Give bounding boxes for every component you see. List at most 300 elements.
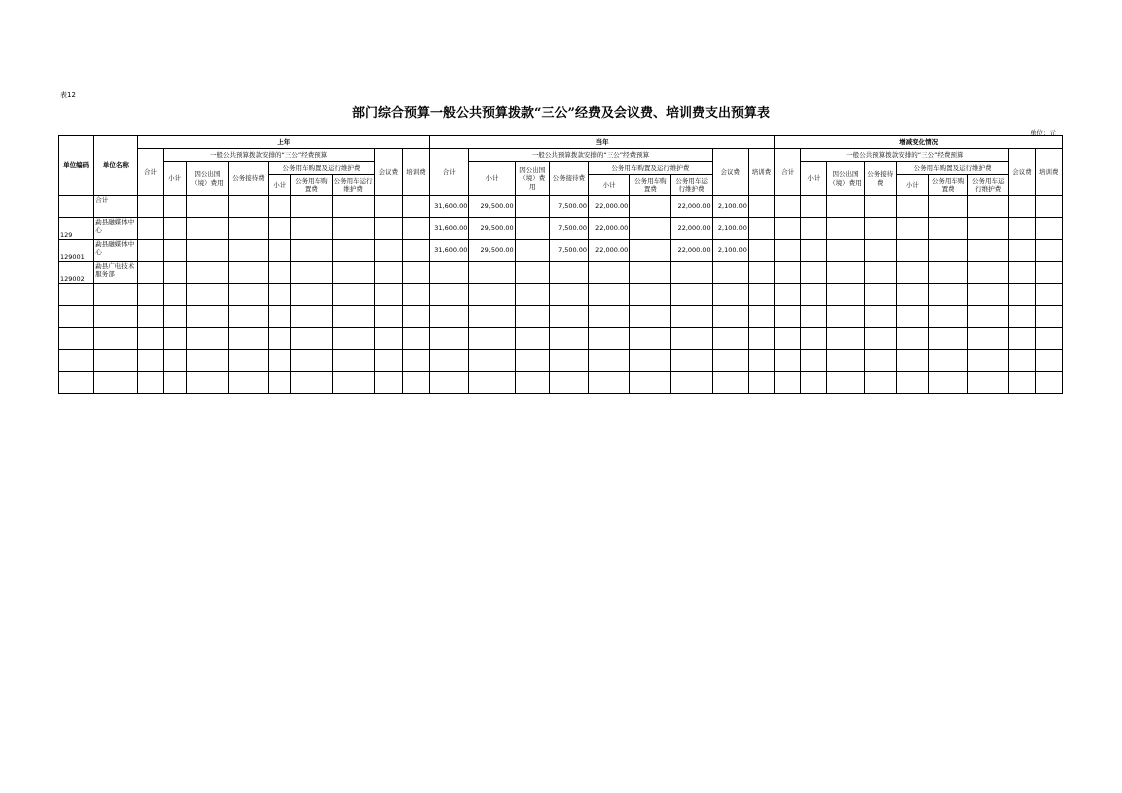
curr-total-header: 合计	[430, 149, 469, 196]
empty-row	[59, 328, 1063, 350]
prev-subtotal-header: 小计	[163, 162, 186, 196]
unit-name-cell: 勐县融媒体中心	[94, 240, 138, 262]
chg-value-cell	[968, 240, 1009, 262]
unit-name-header: 单位名称	[94, 136, 138, 196]
empty-cell	[827, 328, 864, 350]
prev-value-cell	[374, 196, 402, 218]
empty-cell	[469, 372, 515, 394]
chg-value-cell	[775, 196, 801, 218]
chg-value-cell	[864, 196, 896, 218]
empty-cell	[864, 350, 896, 372]
empty-cell	[864, 306, 896, 328]
curr-value-cell	[712, 262, 748, 284]
prev-value-cell	[228, 218, 268, 240]
empty-cell	[928, 350, 967, 372]
empty-cell	[1035, 284, 1062, 306]
curr-value-cell: 29,500.00	[469, 218, 515, 240]
empty-cell	[269, 350, 291, 372]
empty-cell	[928, 372, 967, 394]
empty-cell	[1009, 350, 1035, 372]
empty-cell	[430, 284, 469, 306]
empty-cell	[712, 328, 748, 350]
curr-value-cell	[630, 196, 671, 218]
empty-cell	[968, 372, 1009, 394]
prev-value-cell	[269, 196, 291, 218]
empty-cell	[163, 284, 186, 306]
chg-value-cell	[864, 240, 896, 262]
empty-cell	[1009, 372, 1035, 394]
empty-cell	[228, 306, 268, 328]
empty-cell	[827, 284, 864, 306]
empty-cell	[332, 372, 374, 394]
empty-cell	[228, 372, 268, 394]
empty-cell	[59, 284, 94, 306]
empty-cell	[671, 328, 712, 350]
empty-cell	[291, 328, 332, 350]
empty-row	[59, 350, 1063, 372]
chg-value-cell	[827, 262, 864, 284]
empty-cell	[515, 328, 549, 350]
chg-vehicle-maint-header: 公务用车运行维护费	[968, 175, 1009, 196]
empty-cell	[515, 306, 549, 328]
prev-value-cell	[374, 240, 402, 262]
empty-cell	[269, 284, 291, 306]
empty-cell	[968, 306, 1009, 328]
table-number: 表12	[60, 91, 76, 99]
chg-reception-header: 公务接待费	[864, 162, 896, 196]
curr-value-cell	[748, 218, 774, 240]
empty-cell	[748, 328, 774, 350]
prev-meeting-header: 会议费	[374, 149, 402, 196]
curr-training-header: 培训费	[748, 149, 774, 196]
prev-value-cell	[332, 196, 374, 218]
chg-value-cell	[1035, 218, 1062, 240]
chg-value-cell	[801, 240, 827, 262]
curr-vehicle-purchase-header: 公务用车购置费	[630, 175, 671, 196]
empty-cell	[549, 328, 588, 350]
empty-cell	[469, 328, 515, 350]
empty-cell	[1035, 328, 1062, 350]
change-header: 增减变化情况	[775, 136, 1063, 149]
empty-cell	[94, 350, 138, 372]
empty-cell	[968, 350, 1009, 372]
empty-cell	[430, 350, 469, 372]
chg-value-cell	[1035, 262, 1062, 284]
empty-cell	[827, 372, 864, 394]
empty-row	[59, 306, 1063, 328]
empty-cell	[630, 350, 671, 372]
chg-vehicle-purchase-header: 公务用车购置费	[928, 175, 967, 196]
curr-value-cell	[469, 262, 515, 284]
curr-vehicle-maint-header: 公务用车运行维护费	[671, 175, 712, 196]
chg-value-cell	[896, 196, 928, 218]
chg-total-header: 合计	[775, 149, 801, 196]
curr-abroad-header: 因公出国（境）费用	[515, 162, 549, 196]
empty-cell	[332, 306, 374, 328]
empty-cell	[896, 284, 928, 306]
empty-cell	[138, 372, 163, 394]
empty-cell	[896, 350, 928, 372]
empty-cell	[228, 350, 268, 372]
curr-value-cell: 31,600.00	[430, 196, 469, 218]
chg-value-cell	[801, 218, 827, 240]
chg-value-cell	[896, 240, 928, 262]
curr-value-cell: 29,500.00	[469, 240, 515, 262]
page-title: 部门综合预算一般公共预算拨款“三公”经费及会议费、培训费支出预算表	[352, 106, 770, 121]
prev-year-header: 上年	[138, 136, 430, 149]
prev-value-cell	[291, 262, 332, 284]
chg-value-cell	[1035, 196, 1062, 218]
empty-cell	[630, 372, 671, 394]
curr-value-cell	[671, 262, 712, 284]
prev-value-cell	[402, 196, 429, 218]
chg-value-cell	[1035, 240, 1062, 262]
empty-cell	[1009, 284, 1035, 306]
prev-value-cell	[374, 262, 402, 284]
header-row-3	[59, 162, 1063, 175]
curr-value-cell: 22,000.00	[671, 218, 712, 240]
curr-meeting-header: 会议费	[712, 149, 748, 196]
prev-value-cell	[332, 218, 374, 240]
empty-cell	[332, 350, 374, 372]
chg-value-cell	[1009, 240, 1035, 262]
prev-value-cell	[291, 196, 332, 218]
chg-value-cell	[827, 196, 864, 218]
curr-value-cell	[748, 262, 774, 284]
empty-cell	[896, 306, 928, 328]
prev-vehicle-header: 公务用车购置及运行维护费	[269, 162, 375, 175]
chg-value-cell	[801, 262, 827, 284]
chg-value-cell	[775, 240, 801, 262]
chg-value-cell	[928, 218, 967, 240]
chg-value-cell	[801, 196, 827, 218]
prev-value-cell	[186, 240, 228, 262]
empty-cell	[775, 350, 801, 372]
empty-cell	[515, 284, 549, 306]
empty-cell	[928, 328, 967, 350]
empty-cell	[469, 284, 515, 306]
empty-cell	[291, 372, 332, 394]
empty-cell	[589, 350, 630, 372]
empty-cell	[138, 350, 163, 372]
empty-cell	[94, 306, 138, 328]
empty-row	[59, 372, 1063, 394]
empty-cell	[59, 306, 94, 328]
empty-cell	[163, 306, 186, 328]
curr-value-cell	[630, 240, 671, 262]
curr-value-cell: 7,500.00	[549, 196, 588, 218]
curr-value-cell: 29,500.00	[469, 196, 515, 218]
empty-cell	[748, 350, 774, 372]
curr-value-cell	[515, 218, 549, 240]
empty-cell	[827, 306, 864, 328]
empty-row	[59, 284, 1063, 306]
chg-vehicle-header: 公务用车购置及运行维护费	[896, 162, 1009, 175]
empty-cell	[549, 306, 588, 328]
empty-cell	[968, 284, 1009, 306]
empty-cell	[291, 350, 332, 372]
unit-code-cell: 129002	[59, 262, 94, 284]
curr-value-cell	[748, 196, 774, 218]
empty-cell	[801, 328, 827, 350]
empty-cell	[589, 284, 630, 306]
empty-cell	[896, 372, 928, 394]
empty-cell	[269, 306, 291, 328]
empty-cell	[469, 306, 515, 328]
chg-value-cell	[1009, 262, 1035, 284]
empty-cell	[430, 306, 469, 328]
empty-cell	[163, 328, 186, 350]
empty-cell	[630, 306, 671, 328]
chg-value-cell	[775, 218, 801, 240]
empty-cell	[801, 350, 827, 372]
empty-cell	[163, 350, 186, 372]
empty-cell	[1035, 350, 1062, 372]
empty-cell	[59, 350, 94, 372]
prev-value-cell	[186, 218, 228, 240]
curr-sangong-header: 一般公共预算拨款安排的“三公”经费预算	[469, 149, 712, 162]
empty-cell	[430, 328, 469, 350]
curr-value-cell: 2,100.00	[712, 240, 748, 262]
prev-vehicle-maint-header: 公务用车运行维护费	[332, 175, 374, 196]
chg-value-cell	[775, 262, 801, 284]
empty-cell	[968, 328, 1009, 350]
empty-cell	[712, 350, 748, 372]
prev-value-cell	[138, 262, 163, 284]
chg-value-cell	[928, 240, 967, 262]
empty-cell	[827, 350, 864, 372]
unit-code-header: 单位编码	[59, 136, 94, 196]
empty-cell	[374, 328, 402, 350]
empty-cell	[1035, 372, 1062, 394]
chg-value-cell	[968, 196, 1009, 218]
empty-cell	[138, 328, 163, 350]
table-row	[59, 240, 1063, 262]
empty-cell	[469, 350, 515, 372]
empty-cell	[374, 284, 402, 306]
empty-cell	[515, 372, 549, 394]
table-row	[59, 196, 1063, 218]
unit-name-cell: 勐县广电技术服务部	[94, 262, 138, 284]
table-row	[59, 218, 1063, 240]
empty-cell	[138, 284, 163, 306]
empty-cell	[589, 328, 630, 350]
empty-cell	[549, 350, 588, 372]
empty-cell	[402, 350, 429, 372]
empty-cell	[775, 284, 801, 306]
empty-cell	[374, 350, 402, 372]
empty-cell	[186, 284, 228, 306]
prev-value-cell	[374, 218, 402, 240]
curr-value-cell	[748, 240, 774, 262]
prev-reception-header: 公务接待费	[228, 162, 268, 196]
empty-cell	[402, 328, 429, 350]
empty-cell	[671, 284, 712, 306]
curr-value-cell: 31,600.00	[430, 240, 469, 262]
curr-value-cell: 7,500.00	[549, 218, 588, 240]
chg-value-cell	[928, 262, 967, 284]
prev-value-cell	[402, 218, 429, 240]
prev-value-cell	[402, 240, 429, 262]
prev-abroad-header: 因公出国（境）费用	[186, 162, 228, 196]
prev-value-cell	[186, 196, 228, 218]
empty-cell	[775, 372, 801, 394]
prev-value-cell	[269, 262, 291, 284]
chg-value-cell	[896, 262, 928, 284]
empty-cell	[228, 284, 268, 306]
curr-value-cell: 22,000.00	[671, 196, 712, 218]
unit-code-cell	[59, 196, 94, 218]
empty-cell	[1009, 306, 1035, 328]
empty-cell	[186, 306, 228, 328]
empty-cell	[928, 306, 967, 328]
empty-cell	[1035, 306, 1062, 328]
unit-label: 单位：元	[1030, 129, 1056, 137]
unit-name-cell: 合计	[94, 196, 138, 218]
empty-cell	[402, 306, 429, 328]
empty-cell	[430, 372, 469, 394]
empty-cell	[402, 284, 429, 306]
empty-cell	[402, 372, 429, 394]
empty-cell	[671, 372, 712, 394]
empty-cell	[896, 328, 928, 350]
chg-subtotal-header: 小计	[801, 162, 827, 196]
empty-cell	[94, 284, 138, 306]
empty-cell	[269, 372, 291, 394]
prev-value-cell	[228, 240, 268, 262]
chg-training-header: 培训费	[1035, 149, 1062, 196]
prev-sangong-header: 一般公共预算拨款安排的“三公”经费预算	[163, 149, 374, 162]
empty-cell	[712, 306, 748, 328]
prev-value-cell	[163, 262, 186, 284]
chg-value-cell	[1009, 196, 1035, 218]
empty-cell	[332, 328, 374, 350]
empty-cell	[332, 284, 374, 306]
empty-cell	[94, 328, 138, 350]
prev-value-cell	[228, 196, 268, 218]
empty-cell	[138, 306, 163, 328]
empty-cell	[864, 284, 896, 306]
chg-value-cell	[968, 262, 1009, 284]
empty-cell	[928, 284, 967, 306]
empty-cell	[515, 350, 549, 372]
empty-cell	[291, 284, 332, 306]
chg-value-cell	[968, 218, 1009, 240]
prev-value-cell	[163, 218, 186, 240]
curr-value-cell	[515, 240, 549, 262]
curr-value-cell	[549, 262, 588, 284]
empty-cell	[775, 306, 801, 328]
empty-cell	[864, 328, 896, 350]
chg-sangong-header: 一般公共预算拨款安排的“三公”经费预算	[801, 149, 1009, 162]
chg-value-cell	[864, 262, 896, 284]
curr-value-cell: 22,000.00	[589, 196, 630, 218]
prev-value-cell	[402, 262, 429, 284]
empty-cell	[59, 328, 94, 350]
empty-cell	[864, 372, 896, 394]
curr-value-cell: 2,100.00	[712, 196, 748, 218]
curr-value-cell	[430, 262, 469, 284]
prev-value-cell	[228, 262, 268, 284]
curr-value-cell: 2,100.00	[712, 218, 748, 240]
curr-value-cell	[630, 218, 671, 240]
curr-value-cell: 22,000.00	[589, 240, 630, 262]
chg-abroad-header: 因公出国（境）费用	[827, 162, 864, 196]
prev-value-cell	[138, 240, 163, 262]
chg-value-cell	[1009, 218, 1035, 240]
curr-vehicle-header: 公务用车购置及运行维护费	[589, 162, 713, 175]
curr-value-cell: 22,000.00	[671, 240, 712, 262]
chg-value-cell	[928, 196, 967, 218]
curr-value-cell: 22,000.00	[589, 218, 630, 240]
empty-cell	[748, 372, 774, 394]
prev-value-cell	[332, 262, 374, 284]
empty-cell	[1009, 328, 1035, 350]
prev-value-cell	[269, 240, 291, 262]
curr-reception-header: 公务接待费	[549, 162, 588, 196]
prev-value-cell	[163, 240, 186, 262]
empty-cell	[549, 372, 588, 394]
empty-cell	[748, 284, 774, 306]
prev-training-header: 培训费	[402, 149, 429, 196]
empty-cell	[775, 328, 801, 350]
curr-value-cell: 7,500.00	[549, 240, 588, 262]
empty-cell	[589, 372, 630, 394]
unit-code-cell: 129	[59, 218, 94, 240]
empty-cell	[94, 372, 138, 394]
header-row-1	[59, 136, 1063, 149]
empty-cell	[374, 372, 402, 394]
header-row-2	[59, 149, 1063, 162]
curr-value-cell	[515, 262, 549, 284]
empty-cell	[589, 306, 630, 328]
empty-cell	[549, 284, 588, 306]
prev-value-cell	[138, 196, 163, 218]
chg-value-cell	[896, 218, 928, 240]
curr-value-cell	[630, 262, 671, 284]
curr-year-header: 当年	[430, 136, 775, 149]
curr-value-cell: 31,600.00	[430, 218, 469, 240]
chg-value-cell	[827, 240, 864, 262]
empty-cell	[291, 306, 332, 328]
empty-cell	[748, 306, 774, 328]
curr-vehicle-subtotal-header: 小计	[589, 175, 630, 196]
empty-cell	[712, 372, 748, 394]
empty-cell	[59, 372, 94, 394]
empty-cell	[712, 284, 748, 306]
chg-vehicle-subtotal-header: 小计	[896, 175, 928, 196]
prev-value-cell	[291, 218, 332, 240]
empty-cell	[186, 350, 228, 372]
prev-value-cell	[163, 196, 186, 218]
prev-vehicle-purchase-header: 公务用车购置费	[291, 175, 332, 196]
empty-cell	[186, 372, 228, 394]
chg-value-cell	[864, 218, 896, 240]
unit-name-cell: 勐县融媒体中心	[94, 218, 138, 240]
empty-cell	[671, 350, 712, 372]
table-row	[59, 262, 1063, 284]
prev-total-header: 合计	[138, 149, 163, 196]
prev-value-cell	[332, 240, 374, 262]
chg-meeting-header: 会议费	[1009, 149, 1035, 196]
empty-cell	[228, 328, 268, 350]
prev-value-cell	[291, 240, 332, 262]
curr-value-cell	[589, 262, 630, 284]
curr-value-cell	[515, 196, 549, 218]
empty-cell	[630, 284, 671, 306]
empty-cell	[163, 372, 186, 394]
curr-subtotal-header: 小计	[469, 162, 515, 196]
